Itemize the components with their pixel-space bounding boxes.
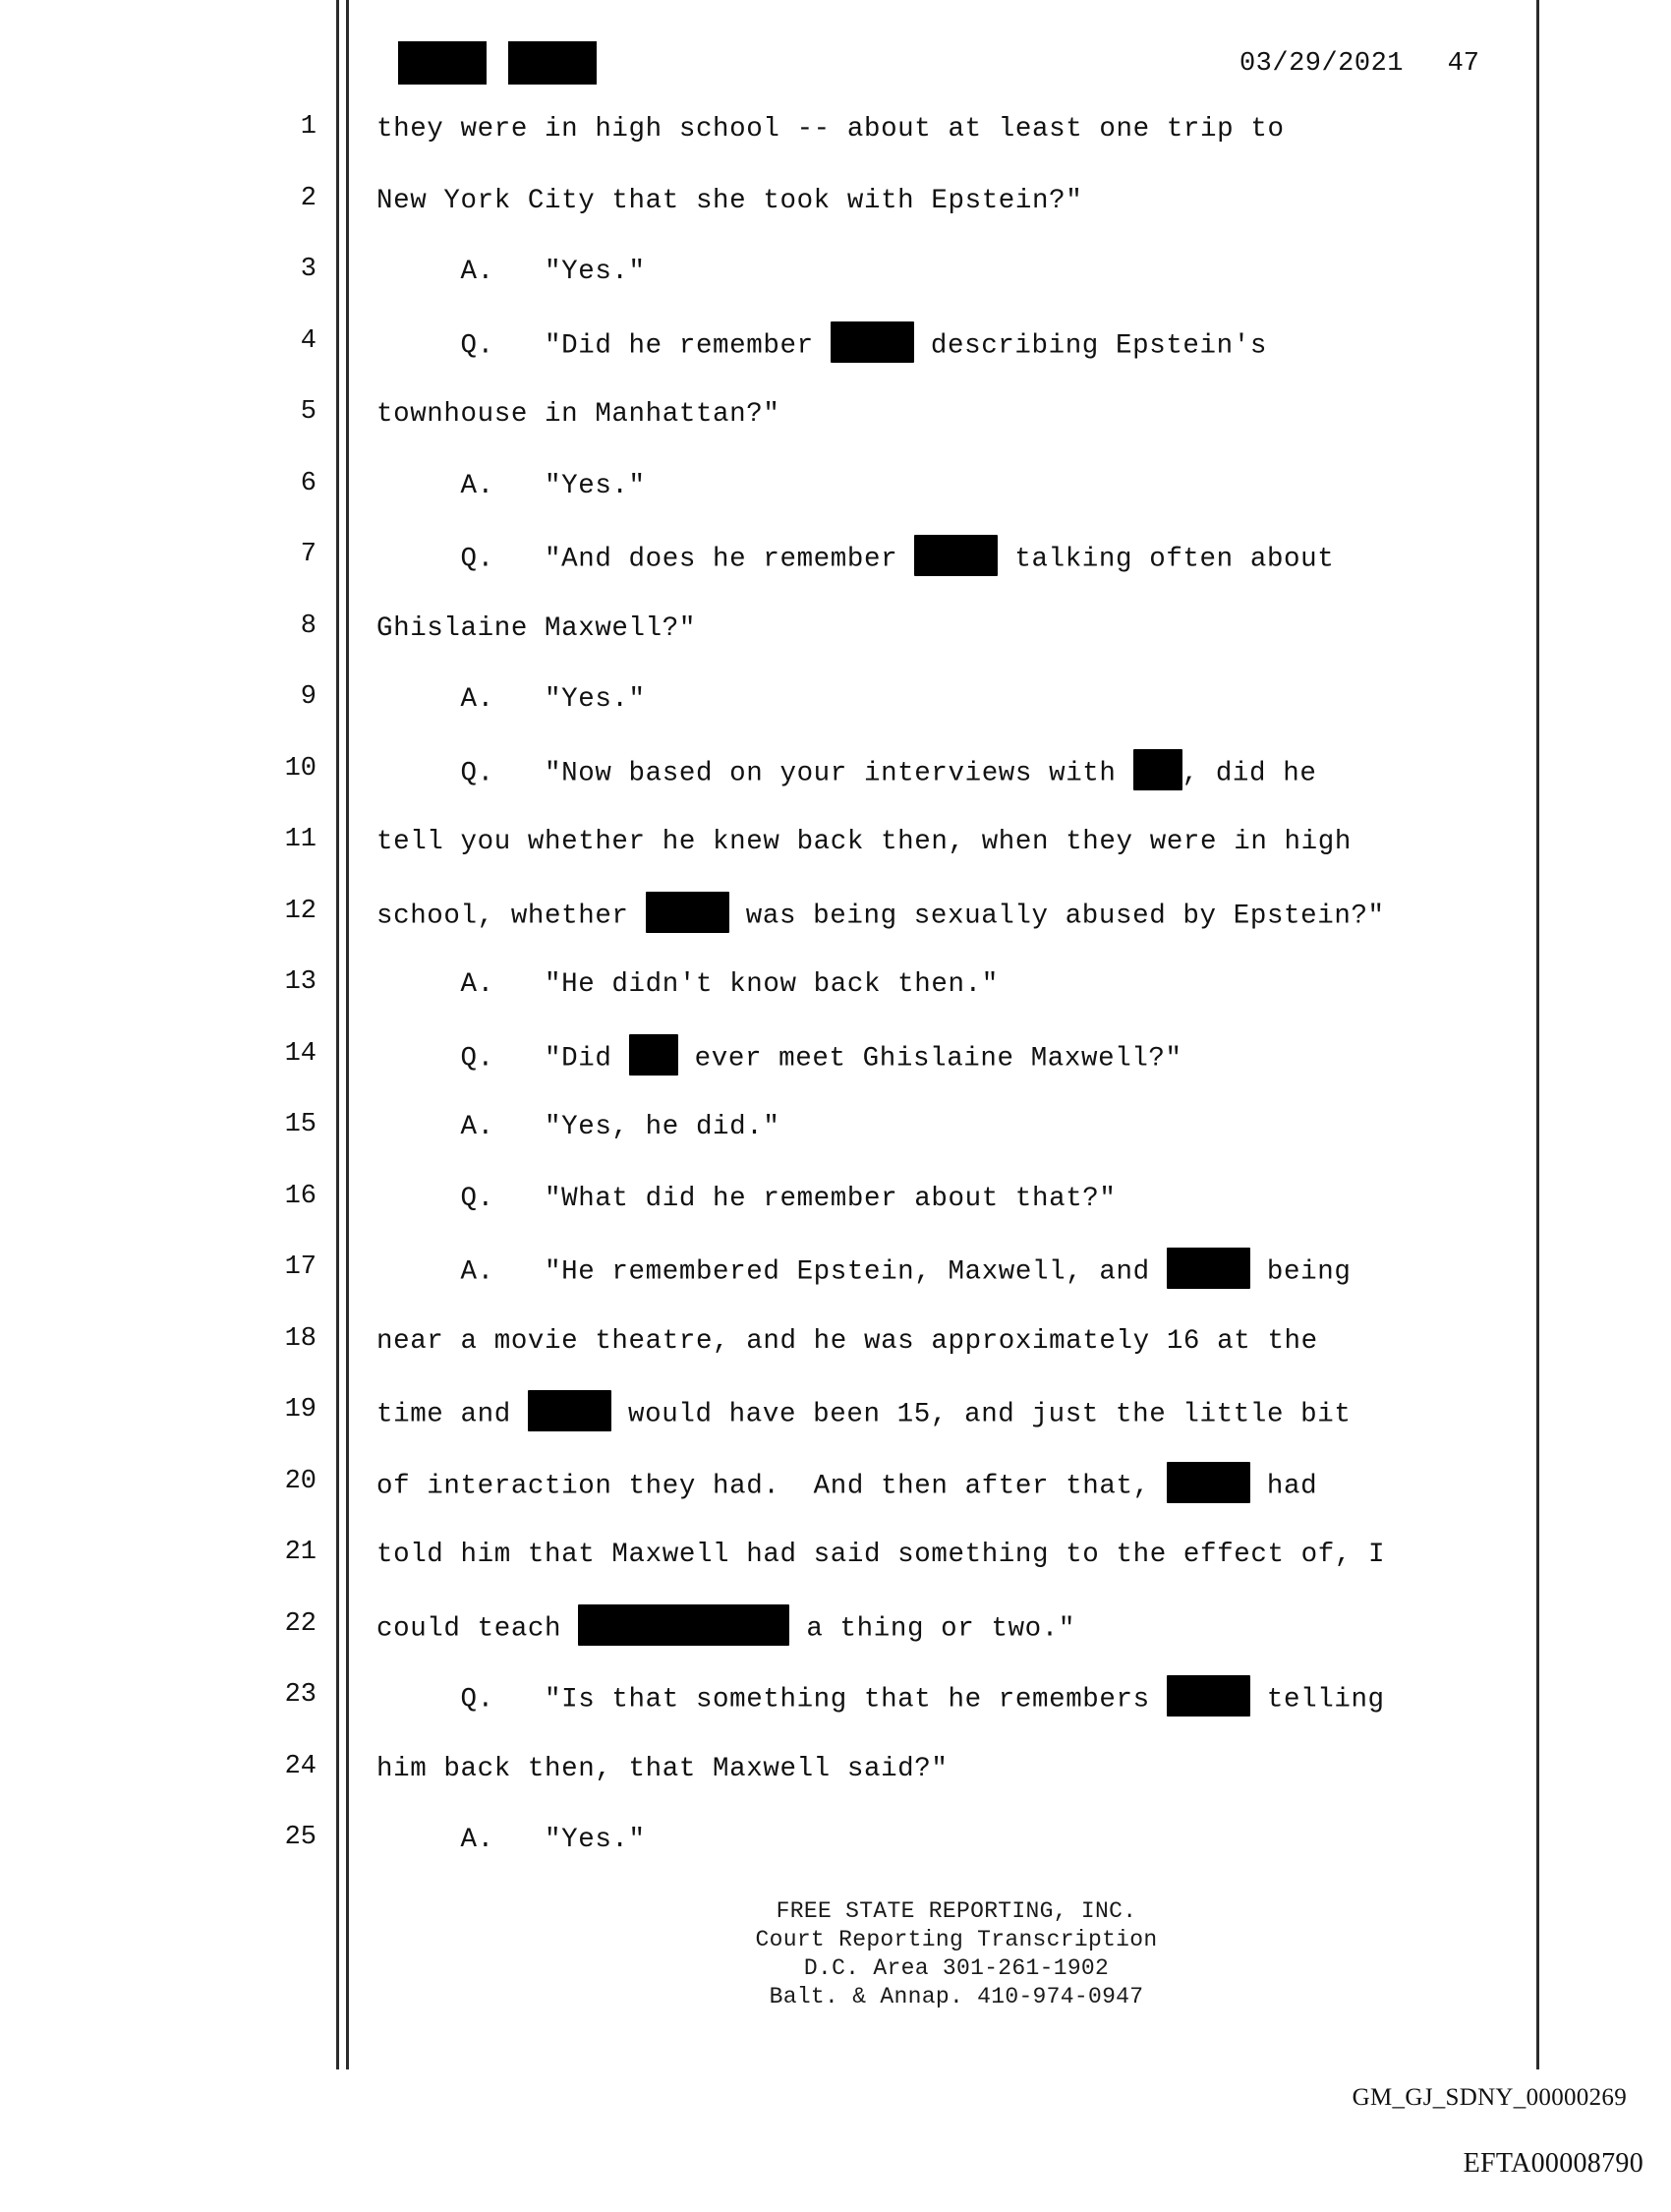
- redaction-box: [831, 321, 914, 363]
- line-text: New York City that she took with Epstein?": [376, 185, 1083, 216]
- transcript-line: [0, 1168, 1671, 1240]
- page-footer: [376, 1897, 1536, 2011]
- line-text: A. "He didn't know back then.": [376, 969, 999, 1000]
- line-number: 10: [284, 753, 317, 784]
- line-text: told him that Maxwell had said something to the effect of, I: [376, 1540, 1386, 1570]
- redaction-box: [629, 1034, 678, 1076]
- transcript-line: [0, 1666, 1671, 1738]
- line-text: Q. "Did ever meet Ghislaine Maxwell?": [376, 1037, 1182, 1078]
- transcript-line: [0, 1381, 1671, 1453]
- transcript-line: [0, 1025, 1671, 1097]
- line-text: Q. "What did he remember about that?": [376, 1183, 1117, 1214]
- line-number: 17: [284, 1252, 317, 1282]
- transcript-line: [0, 313, 1671, 384]
- line-text: A. "Yes.": [376, 1825, 646, 1855]
- redaction-box: [1167, 1462, 1250, 1503]
- transcript-line: [0, 1310, 1671, 1382]
- transcript-line: [0, 883, 1671, 955]
- transcript-line: [0, 1239, 1671, 1310]
- transcript-line: [0, 455, 1671, 527]
- transcript-line: [0, 669, 1671, 740]
- transcript-line: [0, 1096, 1671, 1168]
- transcript-line: [0, 740, 1671, 812]
- transcript-line: [0, 526, 1671, 598]
- line-text: Q. "Now based on your interviews with , did he: [376, 752, 1316, 793]
- redaction-box: [578, 1604, 789, 1646]
- line-number: 6: [300, 468, 317, 498]
- footer-services: Court Reporting Transcription: [755, 1927, 1158, 1952]
- redaction-box: [508, 41, 597, 85]
- page-header: [374, 29, 1524, 88]
- line-text: could teach a thing or two.": [376, 1607, 1075, 1649]
- transcript-line: [0, 241, 1671, 313]
- transcript-line: [0, 170, 1671, 242]
- line-text: Q. "And does he remember talking often about: [376, 538, 1334, 579]
- line-text: they were in high school -- about at least one trip to: [376, 114, 1285, 145]
- line-text: near a movie theatre, and he was approximately 16 at the: [376, 1325, 1318, 1357]
- line-text: A. "Yes, he did.": [376, 1112, 780, 1142]
- line-number: 21: [284, 1538, 317, 1567]
- redaction-box: [1167, 1675, 1250, 1717]
- transcript-line: [0, 383, 1671, 455]
- line-number: 20: [284, 1466, 317, 1496]
- redaction-box: [914, 535, 998, 576]
- line-text: A. "He remembered Epstein, Maxwell, and being: [376, 1251, 1351, 1292]
- redaction-box: [398, 41, 487, 85]
- transcript-line: [0, 1596, 1671, 1667]
- line-text: tell you whether he knew back then, when they were in high: [376, 827, 1352, 857]
- line-text: him back then, that Maxwell said?": [376, 1753, 949, 1784]
- line-text: A. "Yes.": [376, 257, 646, 287]
- line-text: Q. "Did he remember describing Epstein's: [376, 324, 1267, 366]
- redaction-box: [646, 892, 729, 933]
- redaction-box: [1167, 1248, 1250, 1289]
- line-text: Ghislaine Maxwell?": [376, 612, 696, 644]
- efta-stamp: EFTA00008790: [1463, 2148, 1643, 2179]
- transcript-lines: [0, 98, 1671, 1881]
- line-text: of interaction they had. And then after that, had: [376, 1465, 1317, 1506]
- transcript-line: [0, 598, 1671, 669]
- line-number: 25: [284, 1823, 317, 1852]
- line-number: 24: [284, 1751, 317, 1781]
- header-page-number: 47: [1447, 49, 1479, 79]
- line-number: 18: [284, 1323, 317, 1354]
- line-number: 2: [300, 183, 317, 213]
- footer-company: FREE STATE REPORTING, INC.: [776, 1898, 1137, 1924]
- bates-stamp: GM_GJ_SDNY_00000269: [1352, 2084, 1627, 2111]
- line-text: Q. "Is that something that he remembers telling: [376, 1678, 1385, 1719]
- transcript-line: [0, 1524, 1671, 1596]
- line-number: 11: [284, 825, 317, 854]
- line-number: 15: [284, 1110, 317, 1139]
- line-number: 19: [284, 1395, 317, 1425]
- line-text: school, whether was being sexually abused by Epstein?": [376, 895, 1385, 936]
- line-number: 4: [300, 325, 317, 356]
- line-number: 1: [300, 112, 317, 142]
- line-number: 9: [300, 682, 317, 712]
- line-number: 3: [300, 255, 317, 284]
- line-number: 14: [284, 1038, 317, 1069]
- redaction-box: [528, 1390, 611, 1431]
- transcript-line: [0, 1453, 1671, 1525]
- line-number: 12: [284, 896, 317, 926]
- line-text: A. "Yes.": [376, 470, 646, 501]
- line-number: 23: [284, 1680, 317, 1710]
- transcript-line: [0, 98, 1671, 170]
- line-number: 16: [284, 1181, 317, 1211]
- line-number: 13: [284, 967, 317, 997]
- line-text: time and would have been 15, and just the little bit: [376, 1393, 1351, 1434]
- line-number: 7: [300, 540, 317, 569]
- line-text: A. "Yes.": [376, 684, 646, 715]
- line-number: 5: [300, 397, 317, 427]
- line-number: 8: [300, 611, 317, 641]
- redaction-box: [1133, 749, 1182, 790]
- transcript-line: [0, 811, 1671, 883]
- header-date: 03/29/2021: [1239, 49, 1404, 79]
- transcript-line: [0, 954, 1671, 1025]
- line-text: townhouse in Manhattan?": [376, 399, 780, 430]
- transcript-line: [0, 1809, 1671, 1881]
- footer-balt-phone: Balt. & Annap. 410-974-0947: [769, 1984, 1144, 2009]
- transcript-line: [0, 1738, 1671, 1810]
- footer-dc-phone: D.C. Area 301-261-1902: [803, 1955, 1110, 1981]
- line-number: 22: [284, 1608, 317, 1639]
